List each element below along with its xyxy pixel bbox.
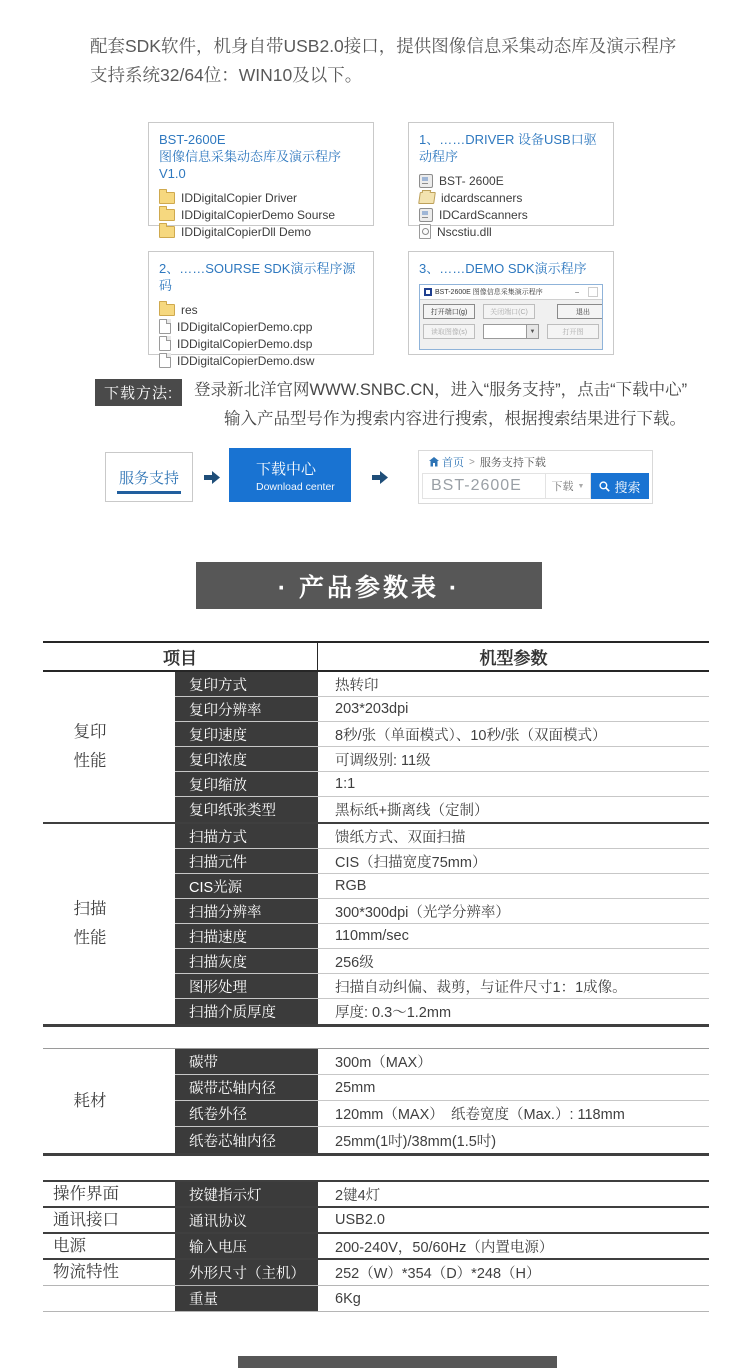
demo-button-row2 (423, 324, 599, 339)
sdk-box-demo (408, 251, 614, 355)
section-rows (175, 1049, 709, 1153)
spec-table-banner: · 产品参数表 · (196, 562, 542, 609)
file-list-item[interactable] (419, 172, 603, 189)
section-rows (175, 824, 709, 1024)
file-name: IDDigitalCopierDemo.dsp (177, 336, 313, 351)
spec-label: 扫描速度 (175, 924, 318, 948)
table-row (175, 672, 709, 697)
flow-step-service-support[interactable] (105, 452, 193, 502)
sdk-box3-title: 2、……SOURSE SDK演示程序源码 (159, 261, 356, 293)
spec-value: RGB (335, 878, 367, 894)
breadcrumb-home-label: 首页 (442, 457, 464, 469)
spec-label: 碳带 (175, 1049, 318, 1074)
file-icon (159, 319, 171, 334)
sdk-box-package (148, 122, 374, 239)
spec-label: 纸卷芯轴内径 (175, 1127, 318, 1153)
group-label: 操作界面 (53, 1184, 119, 1203)
open-image-button[interactable]: 打开图 (547, 324, 599, 339)
section-consumables (43, 1048, 709, 1156)
file-name: idcardscanners (441, 190, 523, 205)
file-list-item[interactable] (159, 189, 363, 206)
flow-step-download-center[interactable] (229, 448, 351, 502)
download-method-text (194, 376, 687, 434)
group-label-line2: 性能 (73, 752, 107, 770)
table-row (175, 1101, 709, 1127)
spec-label: 复印缩放 (175, 772, 318, 796)
group-label: 物流特性 (53, 1263, 119, 1281)
spec-table (43, 641, 709, 1312)
spec-value: CIS（扫描宽度75mm） (335, 854, 487, 871)
next-section-banner-partial (238, 1356, 557, 1368)
download-line1: 登录新北洋官网WWW.SNBC.CN，进入“服务支持”，点击“下载中心” (194, 381, 688, 399)
intro-text (90, 32, 676, 90)
file-list-item[interactable] (159, 352, 363, 369)
table-row (175, 697, 709, 722)
file-list-item[interactable] (159, 206, 363, 223)
close-icon[interactable] (588, 287, 598, 297)
read-image-button[interactable]: 读取图像(s) (423, 324, 475, 339)
search-row (422, 473, 649, 499)
header-item: 项目 (43, 643, 318, 670)
search-panel (418, 450, 653, 504)
file-list-item[interactable] (159, 318, 363, 335)
filter-label: 下载 (551, 481, 574, 493)
table-row (43, 1286, 709, 1312)
section-misc (43, 1180, 709, 1312)
demo-body (420, 300, 602, 348)
sdk-box4-title: 3、……DEMO SDK演示程序 (419, 261, 587, 276)
spec-label: 复印方式 (175, 672, 318, 696)
table-row (175, 924, 709, 949)
spec-label: 输入电压 (175, 1234, 318, 1258)
home-icon (429, 457, 439, 467)
download-center-sublabel: Download center (256, 480, 335, 493)
spec-table-header (43, 641, 709, 672)
section-gap (43, 1027, 709, 1048)
file-list-item[interactable] (159, 301, 363, 318)
open-folder-icon (418, 192, 436, 204)
table-row (43, 1182, 709, 1208)
file-list-item[interactable] (419, 189, 603, 206)
sdk-box2-title: 1、……DRIVER 设备USB口驱动程序 (419, 132, 597, 164)
file-name: IDDigitalCopierDemo.dsw (177, 353, 315, 368)
table-row (43, 1260, 709, 1286)
spec-value: 300*300dpi（光学分辨率） (335, 904, 510, 921)
spec-value: 热转印 (335, 677, 379, 694)
spec-value: 2键4灯 (335, 1187, 381, 1204)
spec-value: 黑标纸+撕离线（定制） (335, 803, 489, 819)
spec-label: 复印浓度 (175, 747, 318, 771)
file-list-item[interactable] (419, 223, 603, 240)
table-row (43, 1234, 709, 1260)
group-label (43, 824, 175, 1024)
download-method-badge: 下载方法: (95, 379, 182, 406)
app-icon (424, 288, 432, 296)
image-select-combobox[interactable] (483, 324, 539, 339)
table-row (175, 974, 709, 999)
folder-icon (159, 192, 175, 204)
file-icon (159, 353, 171, 368)
search-filter-dropdown[interactable] (546, 473, 591, 499)
spec-label: 碳带芯轴内径 (175, 1075, 318, 1100)
demo-app-window (419, 284, 603, 350)
table-row (175, 772, 709, 797)
spec-value: 203*203dpi (335, 701, 409, 717)
spec-value: 8秒/张（单面模式）、10秒/张（双面模式） (335, 727, 607, 744)
chevron-down-icon: ▼ (526, 325, 538, 338)
folder-icon (159, 209, 175, 221)
arrow-right-icon (372, 471, 388, 484)
demo-window-title: BST-2600E 图像信息采集演示程序 (435, 289, 543, 296)
section-rows (175, 672, 709, 822)
spec-value: 25mm (335, 1079, 376, 1096)
sdk-box1-title-line2: 图像信息采集动态库及演示程序 V1.0 (159, 149, 342, 181)
folder-icon (159, 304, 175, 316)
sdk-box-driver (408, 122, 614, 239)
service-support-label: 服务支持 (118, 469, 179, 487)
table-row (175, 1127, 709, 1153)
spec-label: 扫描分辨率 (175, 899, 318, 923)
spec-value: 可调级别: 11级 (335, 752, 431, 769)
spec-value: 252（W）*354（D）*248（H） (335, 1266, 541, 1282)
spec-label: 扫描方式 (175, 824, 318, 848)
spec-value: 256级 (335, 954, 374, 971)
section-copy-performance (43, 672, 709, 824)
breadcrumb (419, 451, 652, 473)
group-label-line1: 复印 (73, 723, 107, 741)
spec-label: 复印速度 (175, 722, 318, 746)
file-name: IDDigitalCopierDll Demo (181, 224, 312, 239)
breadcrumb-separator: > (469, 456, 475, 468)
spec-label: 通讯协议 (175, 1208, 318, 1232)
arrow-right-icon (204, 471, 220, 484)
sdk-box1-title (159, 131, 363, 182)
spec-value: 200-240V，50/60Hz（内置电源） (335, 1239, 554, 1256)
spec-label: CIS光源 (175, 874, 318, 898)
demo-button-row1 (423, 304, 599, 319)
table-row (175, 797, 709, 822)
file-name: IDCardScanners (439, 207, 528, 222)
spec-label: 外形尺寸（主机） (175, 1260, 318, 1285)
group-label (43, 1049, 175, 1153)
spec-label: 按键指示灯 (175, 1182, 318, 1206)
chevron-down-icon: ▼ (577, 482, 585, 490)
spec-label: 扫描介质厚度 (175, 999, 318, 1024)
spec-label: 重量 (175, 1286, 318, 1311)
table-row (175, 747, 709, 772)
open-port-button[interactable]: 打开端口(g) (423, 304, 475, 319)
group-label (43, 672, 175, 822)
table-row (175, 1075, 709, 1101)
group-label: 电源 (53, 1236, 86, 1255)
table-row (175, 1049, 709, 1075)
table-row (175, 899, 709, 924)
search-button[interactable] (591, 473, 649, 499)
section-gap (43, 1156, 709, 1180)
folder-icon (159, 226, 175, 238)
spec-value: USB2.0 (335, 1212, 385, 1228)
section-scan-performance (43, 824, 709, 1027)
search-input[interactable]: BST-2600E (422, 473, 546, 499)
spec-value: 300m（MAX） (335, 1055, 432, 1071)
installer-icon (419, 174, 433, 188)
table-row (175, 999, 709, 1024)
spec-label: 图形处理 (175, 974, 318, 998)
spec-label: 复印纸张类型 (175, 797, 318, 822)
header-model-params: 机型参数 (479, 649, 548, 668)
file-icon (159, 336, 171, 351)
spec-value: 6Kg (335, 1290, 361, 1307)
download-center-label: 下载中心 (256, 460, 317, 478)
intro-line2: 支持系统32/64位：WIN10及以下。 (90, 65, 363, 85)
sdk-box1-title-line1: BST-2600E (159, 132, 226, 147)
spec-value: 120mm（MAX） 纸卷宽度（Max.）: 118mm (335, 1107, 625, 1123)
group-label-line2: 性能 (73, 929, 107, 947)
spec-label: 纸卷外径 (175, 1101, 318, 1126)
file-name: IDDigitalCopier Driver (181, 190, 298, 205)
spec-label: 扫描灰度 (175, 949, 318, 973)
minimize-icon[interactable]: – (575, 288, 579, 296)
file-name: IDDigitalCopierDemo Sourse (181, 207, 336, 222)
dll-file-icon (419, 224, 431, 239)
table-row (175, 849, 709, 874)
file-name: Nscstiu.dll (437, 224, 492, 239)
demo-titlebar (420, 285, 602, 300)
file-list-item[interactable] (159, 223, 363, 240)
group-label-line1: 扫描 (73, 900, 107, 918)
spec-value: 扫描自动纠偏、裁剪，与证件尺寸1：1成像。 (335, 979, 627, 996)
search-icon (599, 481, 610, 492)
group-label: 通讯接口 (53, 1210, 119, 1229)
table-row (175, 874, 709, 899)
group-label-line1: 耗材 (73, 1091, 107, 1110)
file-name: IDDigitalCopierDemo.cpp (177, 319, 313, 334)
file-list-item[interactable] (159, 335, 363, 352)
table-row (175, 722, 709, 747)
file-name: res (181, 302, 198, 317)
group-label (43, 1286, 175, 1311)
intro-line1: 配套SDK软件，机身自带USB2.0接口，提供图像信息采集动态库及演示程序 (90, 36, 677, 56)
sdk-box-source (148, 251, 374, 368)
spec-value: 馈纸方式、双面扫描 (335, 829, 466, 846)
spec-value: 厚度: 0.3～1.2mm (335, 1005, 452, 1021)
exit-button[interactable]: 退出 (557, 304, 603, 319)
table-row (43, 1208, 709, 1234)
table-row (175, 949, 709, 974)
file-name: BST- 2600E (439, 173, 504, 188)
breadcrumb-home[interactable] (429, 454, 464, 470)
table-row (175, 824, 709, 849)
close-port-button[interactable]: 关闭端口(C) (483, 304, 535, 319)
spec-label: 扫描元件 (175, 849, 318, 873)
installer-icon (419, 208, 433, 222)
spec-label: 复印分辨率 (175, 697, 318, 721)
search-button-label: 搜索 (614, 479, 641, 495)
spec-value: 110mm/sec (335, 928, 409, 944)
spec-value: 25mm(1吋)/38mm(1.5吋) (335, 1133, 497, 1150)
download-line2: 输入产品型号作为搜索内容进行搜索，根据搜索结果进行下载。 (224, 410, 686, 428)
file-list-item[interactable] (419, 206, 603, 223)
spec-value: 1:1 (335, 776, 356, 792)
breadcrumb-page-label: 服务支持下载 (479, 457, 546, 469)
